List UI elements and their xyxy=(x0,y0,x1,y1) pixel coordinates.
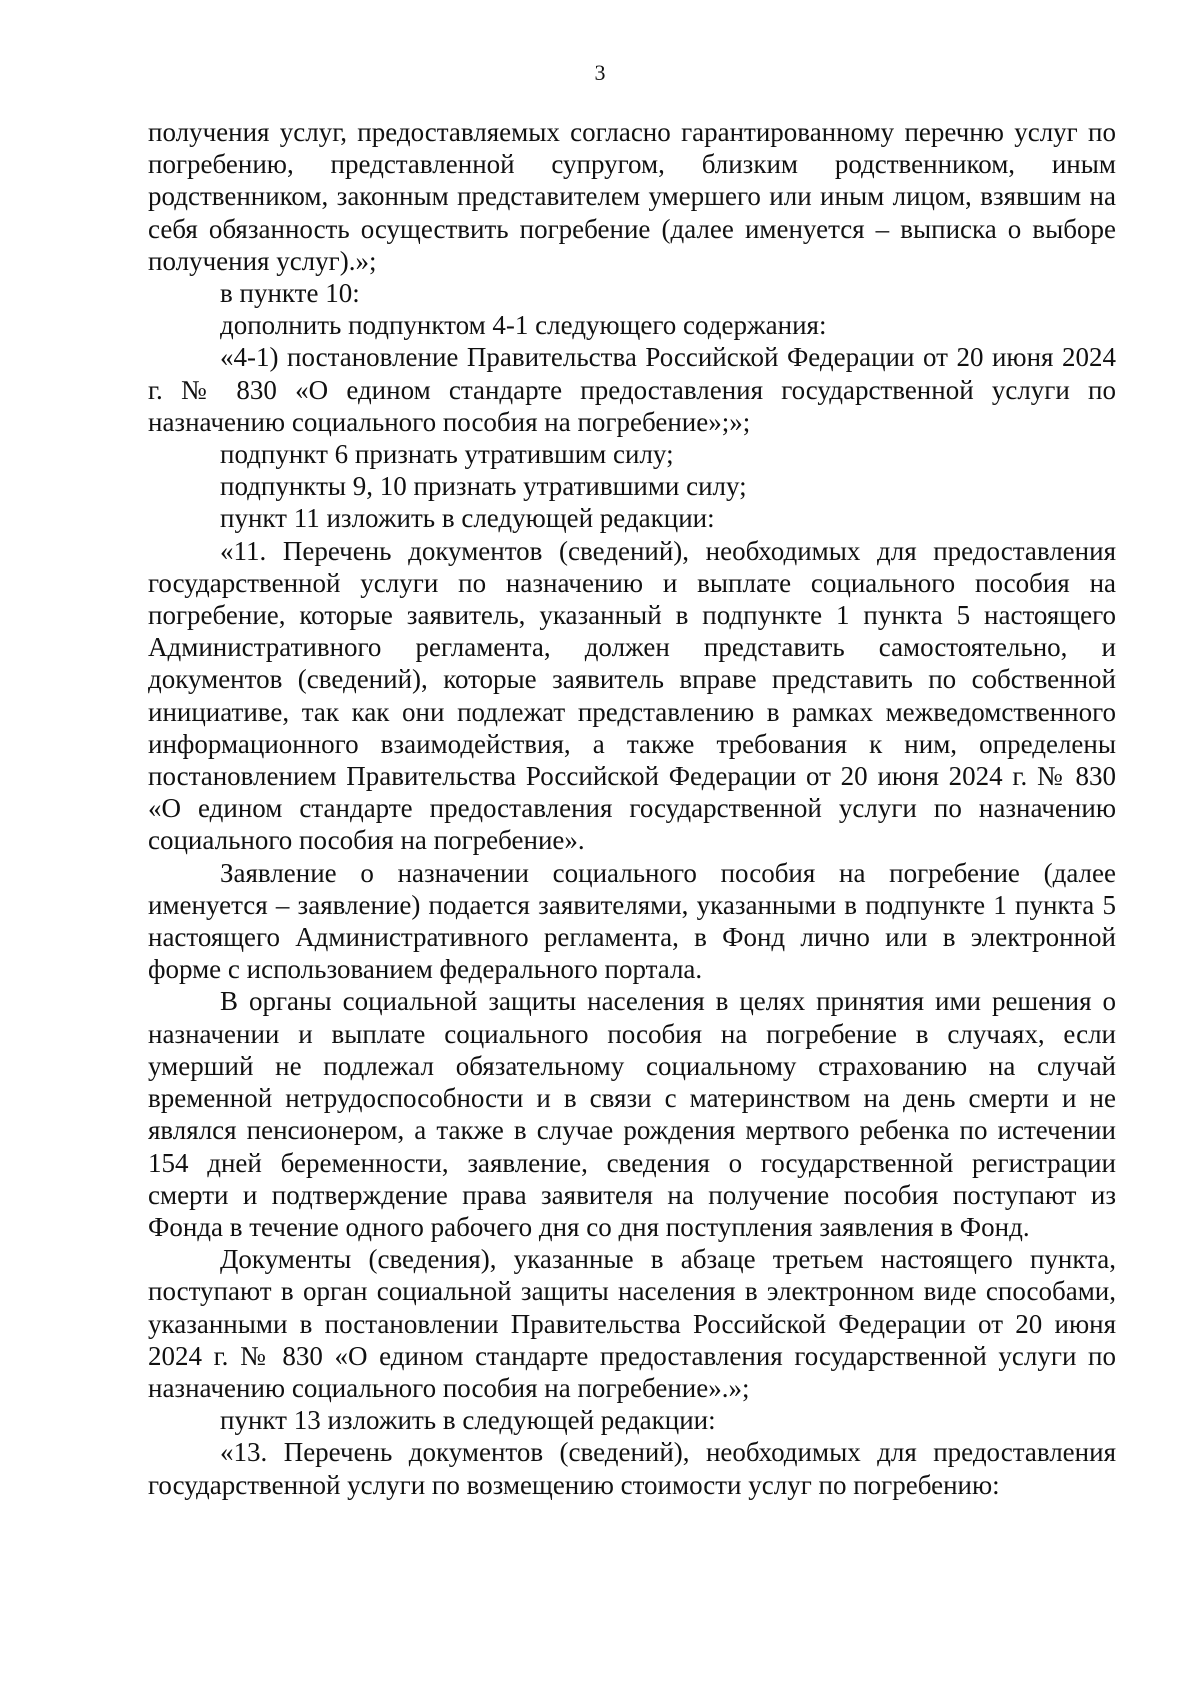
paragraph-documents: Документы (сведения), указанные в абзаце третьем настоящего пункта, поступают в орган социальной защиты населения в электронном виде способами, указанными в постановлении Правительства Российской Федерации от 20 июня 2024 г. № 830 «О едином стандарте предоставления государственной услуги по назначению социального пособия на погребение».»; xyxy=(148,1244,1116,1403)
paragraph-add-subpoint: дополнить подпунктом 4-1 следующего содержания: xyxy=(220,310,827,341)
paragraph-application: Заявление о назначении социального пособия на погребение (далее именуется – заявление) подается заявителями, указанными в подпункте 1 пункта 5 настоящего Административного регламента, в Фонд лично или в электронной форме с использованием федерального портала. xyxy=(148,857,1116,985)
paragraph-subpoint-4-1: «4-1) постановление Правительства Российской Федерации от 20 июня 2024 г. № 830 «О едином стандарте предоставления государственной услуги по назначению социального пособия на погребение»;»; xyxy=(148,342,1116,437)
paragraph-point-10-header: в пункте 10: xyxy=(220,278,360,309)
paragraph-point-13-header: пункт 13 изложить в следующей редакции: xyxy=(220,1405,716,1436)
paragraph-point-11-text: «11. Перечень документов (сведений), необходимых для предоставления государственной услуги по назначению и выплате социального пособия на погребение, которые заявитель, указанный в подпункте 1 пункта 5 настоящего Административного регламента, должен представить самостоятельно, и документов (сведений), которые заявитель вправе представить по собственной инициативе, так как они подлежат представлению в рамках межведомственного информационного взаимодействия, а также требования к ним, определены постановлением Правительства Российской Федерации от 20 июня 2024 г. № 830 «О едином стандарте предоставления государственной услуги по назначению социального пособия на погребение». xyxy=(148,535,1116,856)
page-number: 3 xyxy=(594,60,606,85)
paragraph-subpoints-9-10: подпункты 9, 10 признать утратившими силу; xyxy=(220,471,747,502)
paragraph-point-13-text: «13. Перечень документов (сведений), необходимых для предоставления государственной услуги по возмещению стоимости услуг по погребению: xyxy=(148,1437,1116,1500)
paragraph-subpoint-6: подпункт 6 признать утратившим силу; xyxy=(220,439,674,470)
paragraph-continuation: получения услуг, предоставляемых согласно гарантированному перечню услуг по погребению, представленной супругом, близким родственником, иным родственником, законным представителем умершего или иным лицом, взявшим на себя обязанность осуществить погребение (далее именуется – выписка о выборе получения услуг).»; xyxy=(148,117,1116,276)
paragraph-social-protection: В органы социальной защиты населения в целях принятия ими решения о назначении и выплате социального пособия на погребение в случаях, если умерший не подлежал обязательному социальному страхованию на случай временной нетрудоспособности и в связи с материнством на день смерти и не являлся пенсионером, а также в случае рождения мертвого ребенка по истечении 154 дней беременности, заявление, сведения о государственной регистрации смерти и подтверждение права заявителя на получение пособия поступают из Фонда в течение одного рабочего дня со дня поступления заявления в Фонд. xyxy=(148,986,1116,1242)
paragraph-point-11-header: пункт 11 изложить в следующей редакции: xyxy=(220,503,715,534)
document-body xyxy=(148,116,1116,1501)
